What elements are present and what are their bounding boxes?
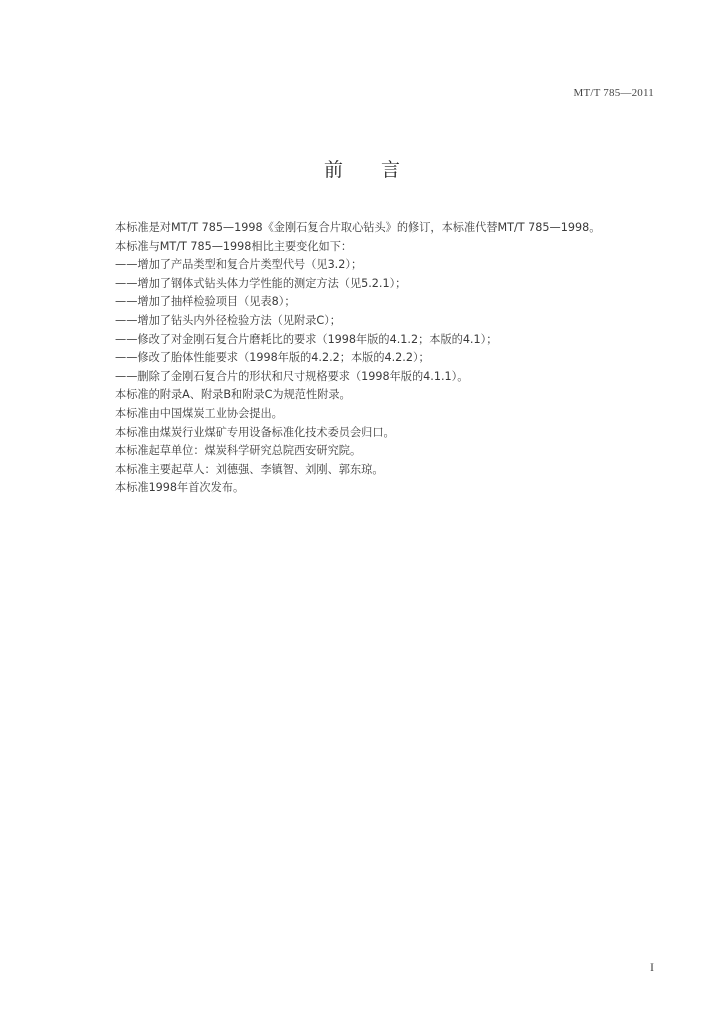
change-list-item: ——修改了胎体性能要求（1998年版的4.2.2；本版的4.2.2）； (115, 351, 430, 365)
paragraph-line: 本标准是对MT/T 785—1998《金刚石复合片取心钻头》的修订，本标准代替MT/T 785—1998。 (115, 221, 601, 234)
paragraph-line: 本标准的附录A、附录B和附录C为规范性附录。 (115, 388, 351, 402)
change-list-item: ——增加了钢体式钻头体力学性能的测定方法（见5.2.1）； (115, 276, 407, 290)
foreword-body (115, 219, 660, 498)
page-number: I (650, 960, 654, 974)
standard-number: MT/T 785—2011 (573, 87, 654, 99)
change-list-item: ——增加了钻头内外径检验方法（见附录C）； (115, 313, 341, 327)
paragraph-line: 本标准起草单位：煤炭科学研究总院西安研究院。 (115, 444, 362, 458)
change-list-item: ——增加了抽样检验项目（见表8）； (115, 295, 296, 309)
change-list-item: ——修改了对金刚石复合片磨耗比的要求（1998年版的4.1.2；本版的4.1）； (115, 332, 498, 346)
change-list-item: ——增加了产品类型和复合片类型代号（见3.2）； (115, 258, 363, 272)
paragraph-line: 本标准主要起草人：刘德强、李镇智、刘刚、郭东琼。 (115, 462, 384, 476)
paragraph-line: 本标准由中国煤炭工业协会提出。 (115, 406, 283, 420)
paragraph-line: 本标准1998年首次发布。 (115, 481, 245, 495)
paragraph-line: 本标准由煤炭行业煤矿专用设备标准化技术委员会归口。 (115, 425, 395, 439)
paragraph-line: 本标准与MT/T 785—1998相比主要变化如下： (115, 239, 353, 253)
change-list-item: ——删除了金刚石复合片的形状和尺寸规格要求（1998年版的4.1.1）。 (115, 369, 469, 383)
page-title: 前言 (323, 159, 438, 181)
